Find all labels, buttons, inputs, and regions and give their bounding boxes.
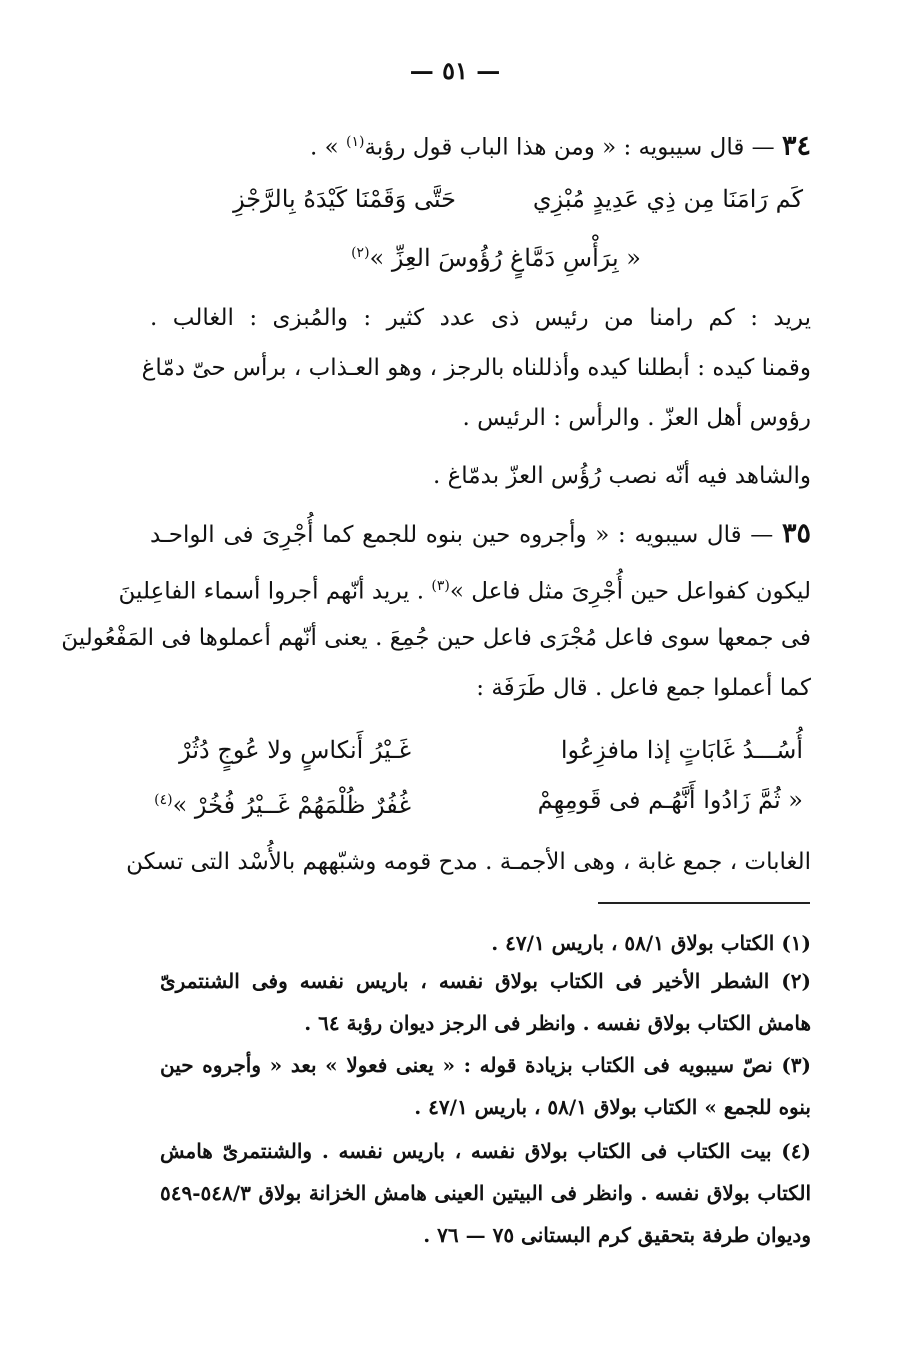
entry-34-explanation-2: وقمنا كيده : أبطلنا كيده وأذللناه بالرجز ، وهو العـذاب ، برأس حىّ دمّاغ: [141, 355, 811, 381]
entry-34-verse-1-hemistich-2: حَتَّى وَقَمْنَا كَيْدَهُ بِالرَّجْزِ: [233, 185, 456, 213]
entry-34-verse-2: [351, 236, 641, 275]
footnote-ref-2[interactable]: (٢): [351, 245, 370, 261]
footnote-1: (١) الكتاب بولاق ٥٨/١ ، باريس ٤٧/١ .: [491, 931, 811, 955]
footnote-3-line-2: بنوه للجمع » الكتاب بولاق ٥٨/١ ، باريس ٤٧/١ .: [414, 1095, 811, 1119]
footnote-2-line-2: هامش الكتاب بولاق نفسه . وانظر فى الرجز ديوان رؤبة ٦٤ .: [304, 1011, 811, 1035]
entry-35-verse-2-hemistich-2: [154, 783, 411, 822]
entry-34-verse-2-text: « بِرَأْسِ دَمَّاغٍ رُؤُوسَ العِزِّ »: [369, 244, 641, 272]
entry-34-explanation-1: يريد : كم رامنا من رئيس ذى عدد كثير : والمُبزى : الغالب .: [150, 305, 811, 331]
entry-35-line-3: فى جمعها سوى فاعل مُجْرَى فاعل حين جُمِعَ . يعنى أنّهم أعملوها فى المَفْعُولينَ: [61, 625, 811, 651]
entry-35-verse-1-hemistich-2: غَـيْرُ أَنكاسٍ ولا عُوجٍ دُثُرْ: [179, 736, 411, 764]
footnote-4-line-2: الكتاب بولاق نفسه . وانظر فى البيتين العينى هامش الخزانة بولاق ٥٤٨/٣-٥٤٩: [160, 1181, 811, 1205]
footnote-3-line-1: (٣) نصّ سيبويه فى الكتاب بزيادة قوله : « يعنى فعولا » بعد « وأجروه حين: [160, 1053, 811, 1077]
entry-35-verse-2-h2-text: غُفُرٌ ظُلْمَهُمْ غَــيْرُ فُخُرْ »: [172, 791, 411, 819]
page-number: — ٥١ —: [409, 56, 501, 85]
footnote-ref-3[interactable]: (٣): [431, 578, 450, 594]
entry-35-number: ٣٥: [782, 518, 812, 549]
footnote-ref-4[interactable]: (٤): [154, 792, 173, 808]
entry-34-verse-1-hemistich-1: كَم رَامَنَا مِن ذِي عَدِيدٍ مُبْزِي: [532, 185, 803, 213]
entry-35-line-4: كما أعملوا جمع فاعل . قال طَرَفَة :: [476, 675, 811, 701]
entry-34-number: ٣٤: [781, 130, 811, 162]
footnote-2-line-1: (٢) الشطر الأخير فى الكتاب بولاق نفسه ، باريس نفسه وفى الشنتمرىّ: [160, 969, 811, 993]
entry-35-line-1: — قال سيبويه : « وأجروه حين بنوه للجمع كما أُجْرِىَ فى الواحـد: [150, 522, 774, 548]
entry-35-verse-2-hemistich-1: « ثُمَّ زَادُوا أَنَّهُـم فى قَومِهِمْ: [537, 786, 803, 814]
entry-34-explanation-3: رؤوس أهل العزّ . والرأس : الرئيس .: [462, 405, 811, 431]
entry-34-intro: — قال سيبويه : « ومن هذا الباب قول رؤبة: [364, 134, 775, 161]
entry-34-intro-end: » .: [310, 134, 339, 161]
footnote-divider: [598, 902, 810, 904]
entry-34-explanation-4: والشاهد فيه أنّه نصب رُؤُس العزّ بدمّاغ .: [432, 463, 811, 489]
footnote-4-line-1: (٤) بيت الكتاب فى الكتاب بولاق نفسه ، باريس نفسه . والشنتمرىّ هامش: [160, 1139, 811, 1163]
entry-35-line-2: [118, 570, 811, 608]
entry-34-heading: [150, 126, 811, 164]
entry-35-verse-1-hemistich-1: أُسُـــدُ غَابَاتٍ إذا مافزِعُوا: [560, 736, 803, 764]
entry-35-explanation-1: الغابات ، جمع غابة ، وهى الأجمـة . مدح قومه وشبّههم بالأُسْد التى تسكن: [126, 849, 811, 875]
entry-35-line-2b: . يريد أنّهم أجروا أسماء الفاعِلينَ: [118, 578, 425, 605]
footnote-4-line-3: وديوان طرفة بتحقيق كرم البستانى ٧٥ — ٧٦ .: [423, 1223, 811, 1247]
entry-35-heading: [150, 518, 811, 551]
footnote-ref-1[interactable]: (١): [346, 134, 365, 150]
entry-35-line-2a: ليكون كفواعل حين أُجْرِىَ مثل فاعل »: [449, 578, 811, 605]
